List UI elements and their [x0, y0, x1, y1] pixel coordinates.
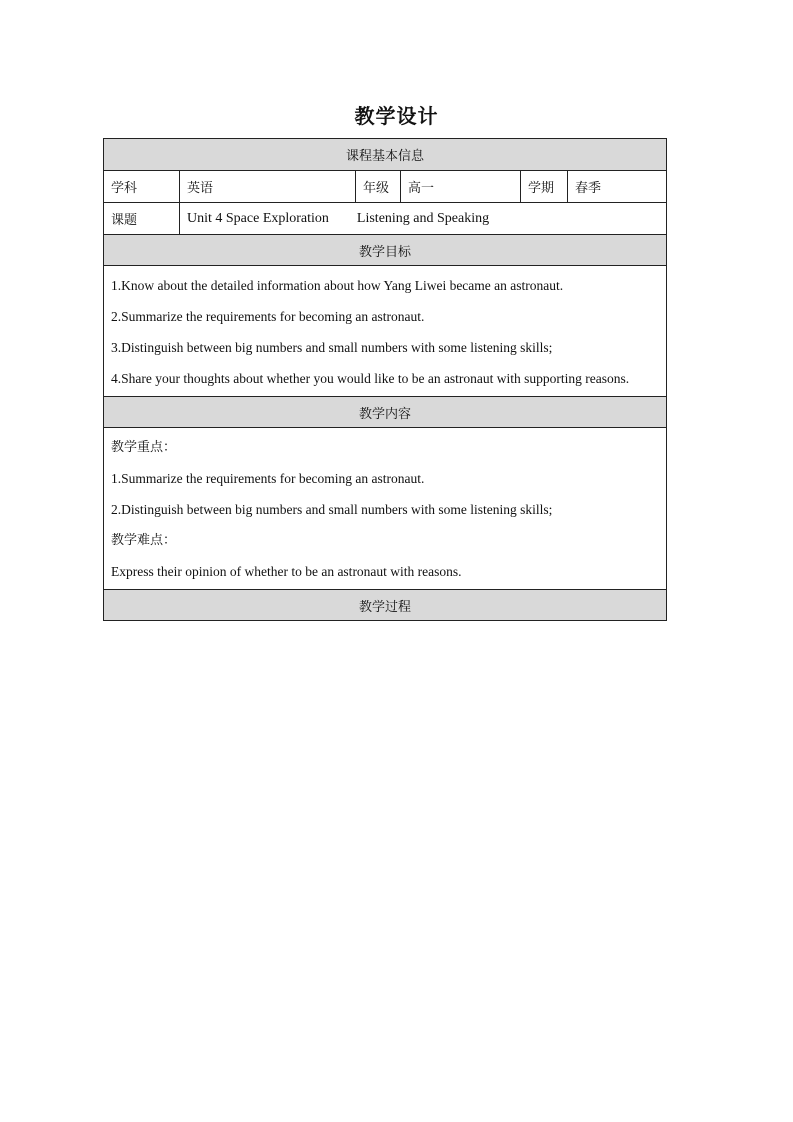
section-header-label: 教学内容 [358, 406, 411, 422]
term-value: 春季 [567, 171, 666, 202]
difficult-points-label: 教学难点： [111, 533, 177, 548]
section-header-label: 教学过程 [358, 599, 411, 615]
section-header-basic-info [104, 139, 666, 170]
section-header-objectives [104, 234, 666, 265]
objective-item: 1.Know about the detailed information about how Yang Liwei became an astronaut. [111, 278, 564, 293]
difficult-point-item: Express their opinion of whether to be an astronaut with reasons. [111, 564, 462, 579]
content-row [104, 427, 666, 589]
objectives-row [104, 265, 666, 396]
objectives-list [104, 266, 636, 396]
topic-value [179, 203, 666, 234]
content-list [104, 428, 559, 589]
subject-label: 学科 [111, 181, 138, 196]
subject-value: 英语 [179, 171, 355, 202]
objective-item: 2.Summarize the requirements for becoming an astronaut. [111, 309, 425, 324]
section-header-label: 课程基本信息 [345, 149, 424, 164]
topic-label: 课题 [111, 213, 138, 228]
key-points-label: 教学重点： [111, 440, 177, 455]
key-point-item: 1.Summarize the requirements for becoming an astronaut. [111, 471, 425, 486]
section-header-content [104, 396, 666, 427]
lesson-plan-table [103, 138, 667, 621]
document-title: 教学设计 [354, 104, 439, 128]
grade-label: 年级 [355, 171, 400, 202]
info-row-topic [104, 202, 666, 234]
objective-item: 4.Share your thoughts about whether you would like to be an astronaut with supporting reasons. [111, 371, 630, 386]
key-point-item: 2.Distinguish between big numbers and small numbers with some listening skills; [111, 502, 553, 517]
topic-unit: Unit 4 Space Exploration [187, 210, 329, 226]
topic-lesson: Listening and Speaking [356, 210, 490, 226]
grade-value: 高一 [400, 171, 520, 202]
info-row-subject [104, 170, 666, 202]
term-label: 学期 [520, 171, 567, 202]
objective-item: 3.Distinguish between big numbers and small numbers with some listening skills; [111, 340, 553, 355]
section-header-label: 教学目标 [358, 244, 411, 260]
section-header-process [104, 589, 666, 620]
